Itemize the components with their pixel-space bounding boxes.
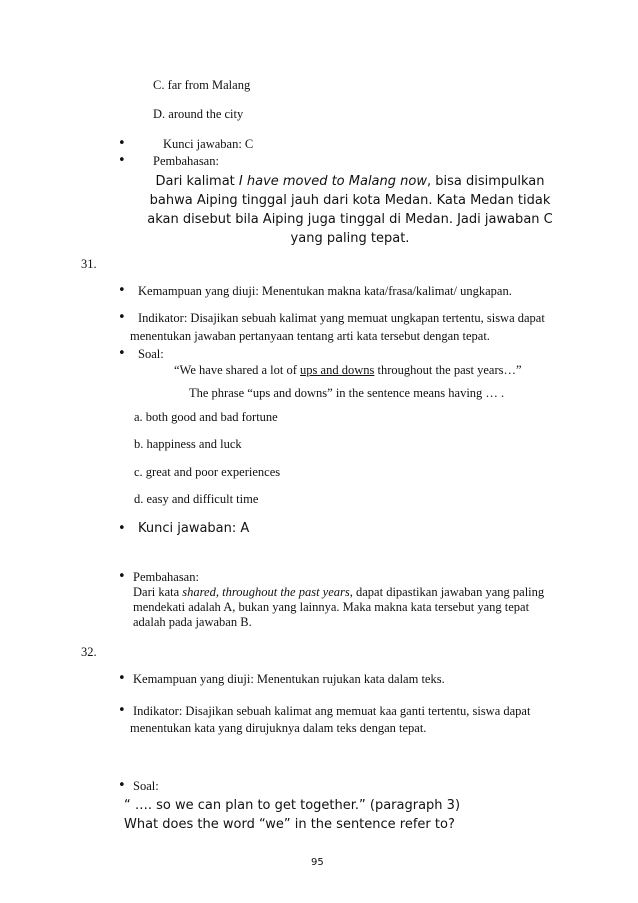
q31-answer-key: Kunci jawaban: A — [138, 521, 250, 536]
bullet-icon: • — [118, 569, 126, 584]
q31-discussion-line3: adalah pada jawaban B. — [133, 615, 252, 629]
q31-option-a: a. both good and bad fortune — [134, 410, 278, 424]
q31-indicator-line2: menentukan jawaban pertanyaan tentang arti kata tersebut dengan tepat. — [130, 329, 490, 343]
q30-answer-key: Kunci jawaban: C — [163, 137, 254, 151]
q31-option-d: d. easy and difficult time — [134, 492, 259, 506]
bullet-icon: • — [118, 310, 126, 325]
bullet-icon: • — [118, 671, 126, 686]
option-d: D. around the city — [153, 107, 244, 121]
q30-discussion-label: Pembahasan: — [153, 154, 219, 168]
q31-number: 31. — [81, 257, 97, 271]
q31-indicator-line1: Indikator: Disajikan sebuah kalimat yang memuat ungkapan tertentu, siswa dapat — [138, 311, 545, 325]
q32-question: What does the word “we” in the sentence refer to? — [124, 817, 455, 832]
bullet-icon: • — [118, 521, 126, 536]
bullet-icon: • — [118, 153, 126, 168]
q31-soal-label: Soal: — [138, 347, 164, 361]
q31-discussion-line1: Dari kata shared, throughout the past years, dapat dipastikan jawaban yang paling — [133, 585, 545, 599]
q30-explanation-line4: yang paling tepat. — [290, 231, 410, 246]
page-number: 95 — [311, 857, 324, 868]
q31-competency: Kemampuan yang diuji: Menentukan makna kata/frasa/kalimat/ ungkapan. — [138, 284, 512, 298]
q32-indicator-line2: menentukan kata yang dirujuknya dalam teks dengan tepat. — [130, 721, 427, 735]
q32-competency: Kemampuan yang diuji: Menentukan rujukan kata dalam teks. — [133, 672, 445, 686]
q32-soal-label: Soal: — [133, 779, 159, 793]
q32-number: 32. — [81, 645, 97, 659]
q31-discussion-line2: mendekati adalah A, bukan yang lainnya. Maka makna kata tersebut yang tepat — [133, 600, 530, 614]
option-c: C. far from Malang — [153, 78, 251, 92]
bullet-icon: • — [118, 703, 126, 718]
q32-quote: “ …. so we can plan to get together.” (paragraph 3) — [124, 798, 461, 813]
bullet-icon: • — [118, 346, 126, 361]
q30-explanation-line3: akan disebut bila Aiping juga tinggal di Medan. Jadi jawaban C — [147, 212, 553, 227]
q32-indicator-line1: Indikator: Disajikan sebuah kalimat ang memuat kaa ganti tertentu, siswa dapat — [133, 704, 531, 718]
q31-option-b: b. happiness and luck — [134, 437, 242, 451]
q30-explanation-line2: bahwa Aiping tinggal jauh dari kota Medan. Kata Medan tidak — [149, 193, 551, 208]
bullet-icon: • — [118, 136, 126, 151]
bullet-icon: • — [118, 283, 126, 298]
q31-discussion-label: Pembahasan: — [133, 570, 199, 584]
q31-option-c: c. great and poor experiences — [134, 465, 281, 479]
q31-question: The phrase “ups and downs” in the sentence means having … . — [189, 386, 505, 400]
q31-quote: “We have shared a lot of ups and downs throughout the past years…” — [174, 363, 522, 377]
bullet-icon: • — [118, 778, 126, 793]
q30-explanation-line1: Dari kalimat I have moved to Malang now, bisa disimpulkan — [155, 174, 545, 189]
